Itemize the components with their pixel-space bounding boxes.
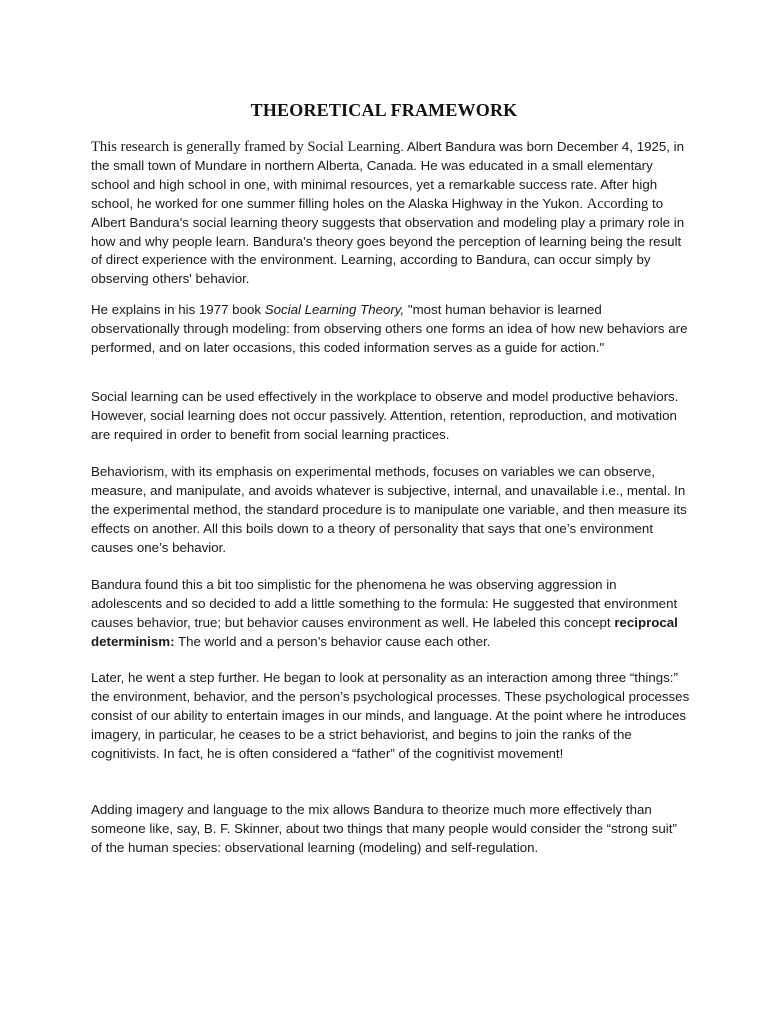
paragraph-cognitivist-step: Later, he went a step further. He began to look at personality as an interaction among three “things:” the environment, behavior, and the person’s psychological processes. These psychological processes consist of our ability to entertain images in our minds, and language. At the point where he introduces imagery, in particular, he ceases to be a strict behaviorist, and begins to join the ranks of the cognitivists. In fact, he is often considered a “father” of the cognitivist movement! xyxy=(91,670,690,761)
paragraph-behaviorism: Behaviorism, with its emphasis on experimental methods, focuses on variables we can observe, measure, and manipulate, and avoids whatever is subjective, internal, and unavailable i.e., mental. In the experimental method, the standard procedure is to manipulate one variable, and then measure its effects on another. All this boils down to a theory of personality that says that one’s environment causes one’s behavior. xyxy=(91,464,687,555)
intro-lead-text: This research is generally framed by Social Learning xyxy=(91,139,401,155)
document-title: THEORETICAL FRAMEWORK xyxy=(250,100,518,120)
determinism-intro-text: Bandura found this a bit too simplistic for the phenomena he was observing aggression in adolescents and so decided to add a little something to the formula: He suggested that environment causes behavior, true; but behavior causes environment as well. He labeled this concept xyxy=(91,577,678,630)
paragraph-workplace-learning: Social learning can be used effectively in the workplace to observe and model productive behaviors. However, social learning does not occur passively. Attention, retention, reproduction, and motivation are required in order to benefit from social learning practices. xyxy=(91,389,679,442)
intro-serif-word: According xyxy=(586,195,649,212)
paragraph-social-learning-intro xyxy=(91,138,691,289)
quote-intro-text: He explains in his 1977 book xyxy=(91,302,265,317)
paragraph-imagery-language: Adding imagery and language to the mix allows Bandura to theorize much more effectively than someone like, say, B. F. Skinner, about two things that many people would consider the “strong suit” of the human species: observational learning (modeling) and self-regulation. xyxy=(91,802,677,855)
reciprocal-determinism-term: reciprocal determinism: xyxy=(91,614,678,649)
quote-text: "most human behavior is learned observationally through modeling: from observing others one forms an idea of how new behaviors are performed, and on later occasions, this coded information serves as a guide for action." xyxy=(91,302,688,355)
intro-bandura-biography: Albert Bandura was born December 4, 1925, in the small town of Mundare in northern Alberta, Canada. He was educated in a small elementary school and high school in one, with minimal resources, yet a remarkable success rate. After high school, he worked for one summer filling holes on the Alaska Highway in the Yukon. xyxy=(91,139,685,211)
intro-lead-period: . xyxy=(400,139,404,154)
intro-theory-text: to Albert Bandura's social learning theory suggests that observation and modeling play a primary role in how and why people learn. Bandura's theory goes beyond the perception of learning being the result of direct experience with the environment. Learning, according to Bandura, can occur simply by observing others' behavior. xyxy=(91,195,685,287)
paragraph-book-quote xyxy=(91,301,691,358)
determinism-definition-text: The world and a person’s behavior cause each other. xyxy=(174,633,491,649)
book-title: Social Learning Theory, xyxy=(264,302,405,317)
paragraph-reciprocal-determinism xyxy=(91,576,691,652)
